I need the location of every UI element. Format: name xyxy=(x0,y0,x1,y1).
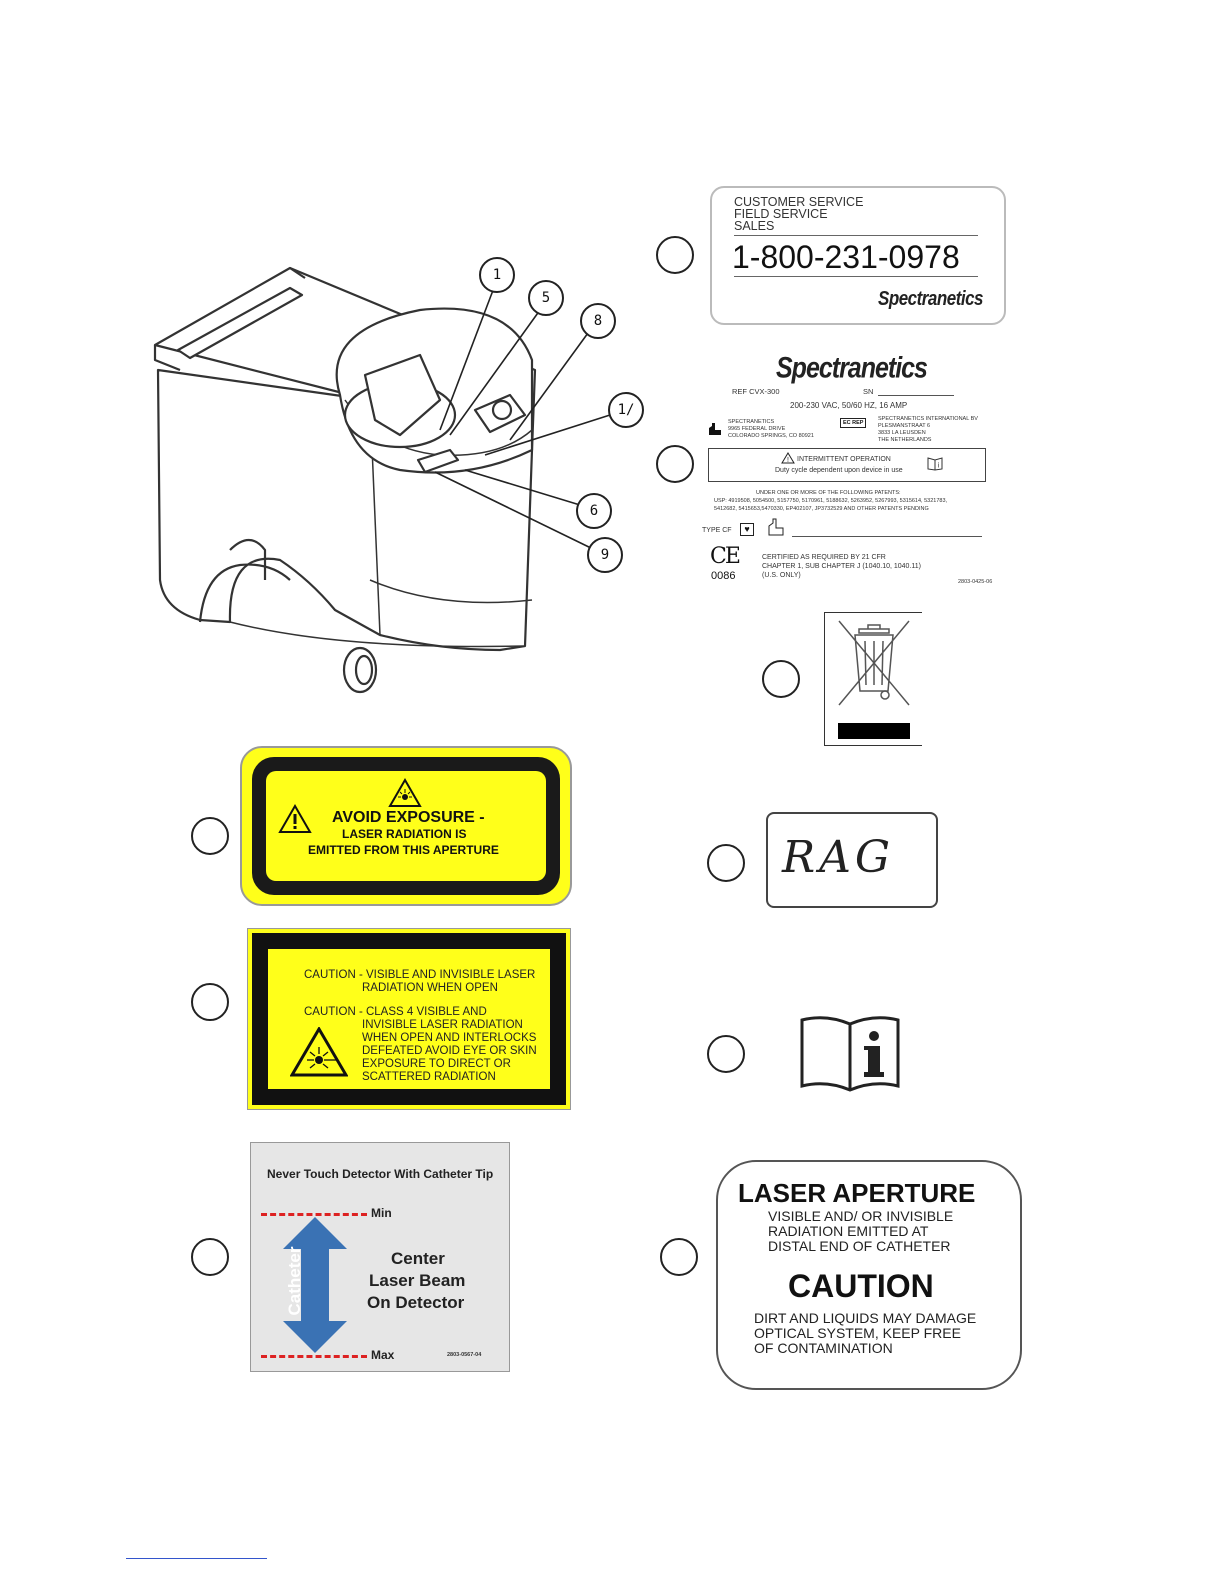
caution-2a: CAUTION - CLASS 4 VISIBLE AND xyxy=(304,1006,487,1018)
ce-number: 0086 xyxy=(711,570,736,582)
crossed-bin-icon xyxy=(835,617,913,709)
rating-sn-line xyxy=(878,395,954,396)
rating-ref: REF CVX-300 xyxy=(732,387,780,396)
detector-partno: 2803-0567-04 xyxy=(447,1352,482,1358)
phone-number: 1-800-231-0978 xyxy=(732,239,960,275)
rating-partno: 2803-0425-06 xyxy=(958,579,993,585)
aperture-l4: DIRT AND LIQUIDS MAY DAMAGE xyxy=(754,1310,977,1326)
aperture-l5: OPTICAL SYSTEM, KEEP FREE xyxy=(754,1325,961,1341)
detector-catheter: Catheter xyxy=(285,1246,304,1316)
cert-line3: (U.S. ONLY) xyxy=(762,572,801,579)
ec-rep-badge: EC REP xyxy=(840,418,866,428)
laser-starburst-icon xyxy=(290,1027,348,1077)
detector-title: Never Touch Detector With Catheter Tip xyxy=(267,1167,494,1181)
avoid-line2: LASER RADIATION IS xyxy=(342,827,467,841)
rating-rep-name: SPECTRANETICS INTERNATIONAL BV xyxy=(878,416,978,422)
svg-text:!: ! xyxy=(787,457,789,464)
phone-label-callout[interactable] xyxy=(656,236,694,274)
detector-center1: Center xyxy=(391,1249,445,1268)
rating-power: 200-230 VAC, 50/60 HZ, 16 AMP xyxy=(790,401,908,410)
intermittent-box xyxy=(708,448,986,482)
rating-label-callout[interactable] xyxy=(656,445,694,483)
detector-label xyxy=(250,1142,510,1372)
rag-callout[interactable] xyxy=(707,844,745,882)
weee-bar xyxy=(838,723,910,739)
phone-label-line3: SALES xyxy=(734,219,775,233)
intermittent-text: INTERMITTENT OPERATION xyxy=(797,456,891,463)
patents-title: UNDER ONE OR MORE OF THE FOLLOWING PATENTS: xyxy=(756,490,901,496)
aperture-l2: RADIATION EMITTED AT xyxy=(768,1223,929,1239)
rating-label-brand: Spectranetics xyxy=(776,351,927,385)
info-manual-callout[interactable] xyxy=(707,1035,745,1073)
phone-label-brand: Spectranetics xyxy=(878,287,983,310)
avoid-exposure-label xyxy=(240,746,572,906)
aperture-label-callout[interactable] xyxy=(660,1238,698,1276)
cert-line2: CHAPTER 1, SUB CHAPTER J (1040.10, 1040.11) xyxy=(762,563,921,570)
manufacture-date-icon xyxy=(768,518,784,536)
avoid-line1: AVOID EXPOSURE - xyxy=(332,809,485,826)
rating-mfr-addr1: 9965 FEDERAL DRIVE xyxy=(728,426,786,432)
rating-rep-addr1: PLESMANSTRAAT 6 xyxy=(878,423,931,429)
cert-line1: CERTIFIED AS REQUIRED BY 21 CFR xyxy=(762,554,886,561)
caution-2d: DEFEATED AVOID EYE OR SKIN xyxy=(362,1045,537,1057)
manufacturer-icon xyxy=(708,422,722,436)
detector-max: Max xyxy=(371,1348,395,1362)
rating-mfr-addr2: COLORADO SPRINGS, CO 80921 xyxy=(728,433,814,439)
machine-callout-1[interactable]: 1 xyxy=(479,257,515,293)
caution-2c: WHEN OPEN AND INTERLOCKS xyxy=(362,1032,537,1044)
caution-2f: SCATTERED RADIATION xyxy=(362,1071,496,1083)
caution-1a: CAUTION - VISIBLE AND INVISIBLE LASER xyxy=(304,969,536,981)
phone-label-rule-top xyxy=(734,235,978,236)
info-book-icon xyxy=(798,1014,902,1092)
machine-callout-9[interactable]: 9 xyxy=(587,537,623,573)
laser-aperture-label xyxy=(716,1160,1022,1390)
caution-1b: RADIATION WHEN OPEN xyxy=(362,982,498,994)
patents-line2: 5412682, 5415653,5470330, EP402107, JP3732529 AND OTHER PATENTS PENDING xyxy=(714,506,929,512)
svg-text:i: i xyxy=(937,462,940,470)
detector-center3: On Detector xyxy=(367,1293,465,1312)
date-line xyxy=(792,536,982,537)
footer-link-rule xyxy=(126,1558,267,1559)
machine-callout-6[interactable]: 6 xyxy=(576,493,612,529)
aperture-l6: OF CONTAMINATION xyxy=(754,1340,893,1356)
phone-label-line1: CUSTOMER SERVICE xyxy=(734,195,864,209)
duty-text: Duty cycle dependent upon device in use xyxy=(775,467,903,474)
manual-icon xyxy=(927,457,943,471)
detector-min: Min xyxy=(371,1206,392,1220)
phone-label-rule-bottom xyxy=(734,276,978,277)
min-line xyxy=(261,1213,367,1216)
ce-mark: CE xyxy=(710,544,739,569)
aperture-l3: DISTAL END OF CATHETER xyxy=(768,1238,951,1254)
rating-mfr-name: SPECTRANETICS xyxy=(728,419,775,425)
laser-warning-icon xyxy=(388,778,422,808)
detector-label-callout[interactable] xyxy=(191,1238,229,1276)
detector-center2: Laser Beam xyxy=(369,1271,466,1290)
type-cf-text: TYPE CF xyxy=(702,527,732,534)
rating-rep-addr3: THE NETHERLANDS xyxy=(878,437,932,443)
weee-label xyxy=(824,612,922,746)
avoid-line3: EMITTED FROM THIS APERTURE xyxy=(308,843,499,857)
weee-callout[interactable] xyxy=(762,660,800,698)
rating-label xyxy=(700,348,1005,586)
rag-label xyxy=(766,812,938,908)
phone-label xyxy=(710,186,1006,325)
aperture-title: LASER APERTURE xyxy=(738,1178,976,1208)
max-line xyxy=(261,1355,367,1358)
exclamation-warning-icon xyxy=(278,804,312,834)
patents-line1: USP: 4919508, 5054500, 5157750, 5170961, 5188632, 5263952, 5267993, 5315614, 5321783, xyxy=(714,498,948,504)
rating-rep-addr2: 3833 LA LEUSDEN xyxy=(878,430,926,436)
avoid-exposure-callout[interactable] xyxy=(191,817,229,855)
type-cf-heart-icon: ♥ xyxy=(740,523,754,536)
rag-signature: RAG xyxy=(782,832,895,883)
caution-laser-label xyxy=(247,928,571,1110)
machine-callout-5[interactable]: 5 xyxy=(528,280,564,316)
aperture-l1: VISIBLE AND/ OR INVISIBLE xyxy=(768,1208,954,1224)
machine-callout-8[interactable]: 8 xyxy=(580,303,616,339)
rating-sn: SN xyxy=(863,387,874,396)
phone-label-line2: FIELD SERVICE xyxy=(734,207,828,221)
aperture-caution: CAUTION xyxy=(788,1268,934,1304)
caution-2b: INVISIBLE LASER RADIATION xyxy=(362,1019,523,1031)
caution-2e: EXPOSURE TO DIRECT OR xyxy=(362,1058,511,1070)
machine-callout-1x[interactable]: 1/ xyxy=(608,392,644,428)
warning-triangle-icon xyxy=(781,452,795,464)
caution-label-callout[interactable] xyxy=(191,983,229,1021)
